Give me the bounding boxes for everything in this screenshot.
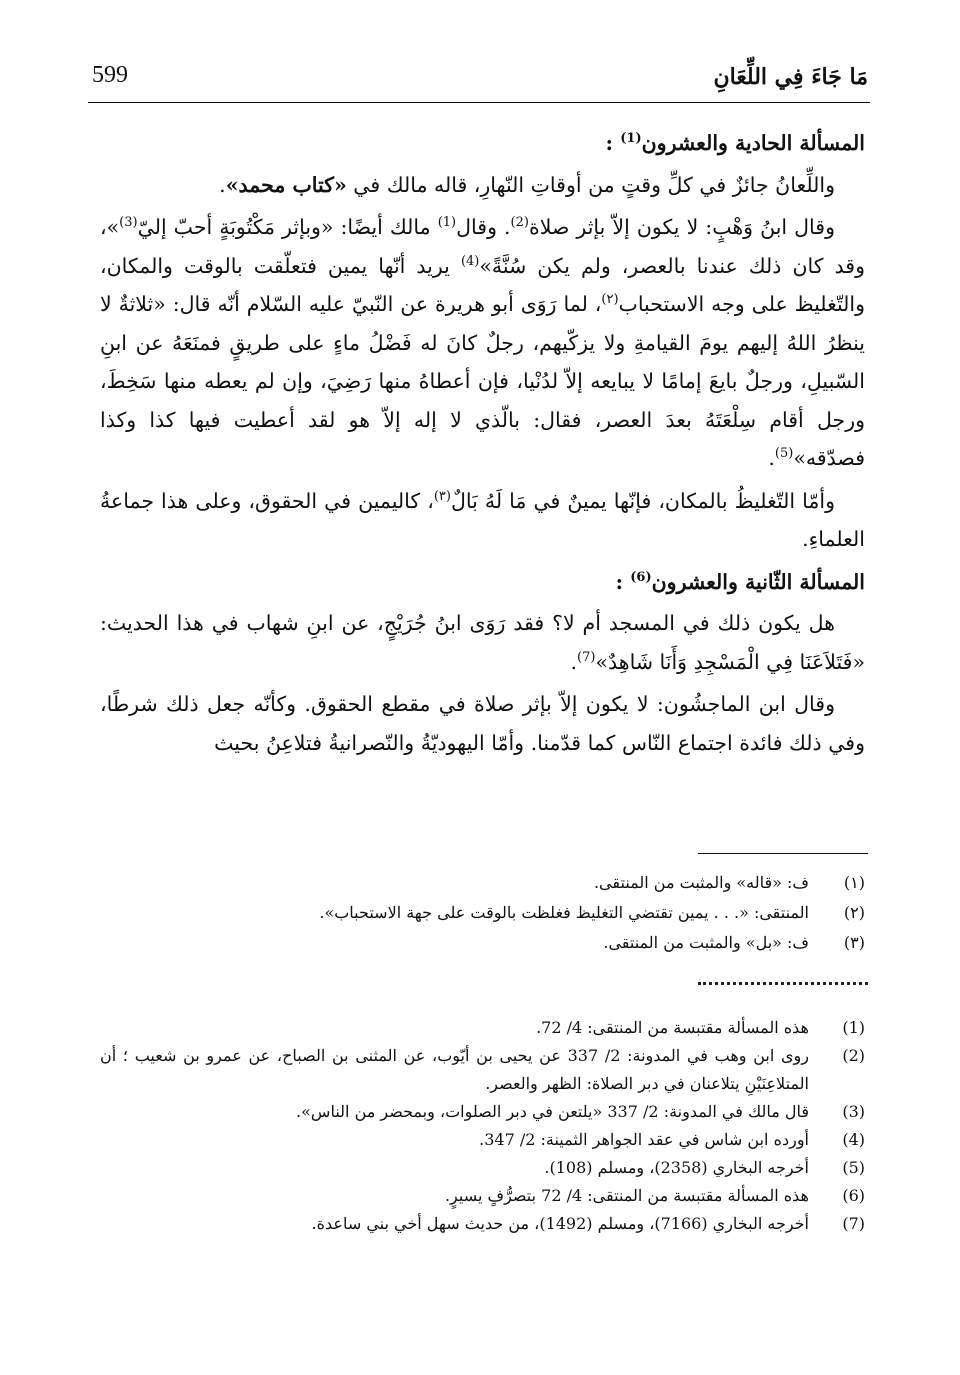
- footnote-item: (5) أخرجه البخاري (2358)، ومسلم (108).: [544, 1158, 865, 1177]
- paragraph-5: وقال ابن الماجشُون: لا يكون إلاّ بإثر صلاة في مقطع الحقوق. وكأنّه جعل ذلك شرطًا، وفي ذلك فائدة اجتماع النّاس كما قدّمنا. وأمّا اليهوديّةُ والنّصرانيةُ فتلاعِنُ بحيث: [100, 692, 865, 755]
- footnote-item: (٢) المنتقى: «. . . يمين تقتضي التغليظ فغلظت بالوقت على جهة الاستحباب».: [319, 903, 865, 922]
- footnote-item: (6) هذه المسألة مقتبسة من المنتقى: 4/ 72 بتصرُّفٍ يسيرٍ.: [444, 1186, 865, 1205]
- footnote-ref: (2): [510, 215, 529, 231]
- main-text: [100, 122, 865, 766]
- footnote-ref: (6): [630, 569, 652, 585]
- footnote-item: (2) روى ابن وهب في المدونة: 2/ 337 عن يحيى بن أيّوب، عن المثنى بن الصباح، عن عمرو بن شعيب ؛ أن المتلاعِنَيْنِ يتلاعنان في دبر الصلاة: الظهر والعصر.: [100, 1046, 865, 1093]
- section-heading-21: المسألة الحادية والعشرون$^{(1)}$ :: [605, 131, 865, 155]
- paragraph-3: وأمّا التّغليظُ بالمكان، فإنّها يمينٌ في مَا لَهُ بَالٌ$^{(٣)}$، كاليمين في الحقوق، وعلى هذا جماعةُ العلماءِ.: [100, 488, 865, 551]
- footnote-item: (1) هذه المسألة مقتبسة من المنتقى: 4/ 72.: [536, 1018, 865, 1037]
- footnote-rule: [698, 853, 868, 854]
- footnote-ref: (7): [577, 649, 596, 665]
- footnote-item: (3) قال مالك في المدونة: 2/ 337 «يلتعن في دبر الصلوات، وبمحضر من الناس».: [296, 1102, 865, 1121]
- section-heading-22: المسألة الثّانية والعشرون$^{(6)}$ :: [615, 569, 865, 594]
- paragraph-2: وقال ابنُ وَهْبٍ: لا يكون إلاّ بإثر صلاة$^{(2)}$. وقال$^{(1)}$ مالك أيضًا: «وبإثر مَكْتُوبَةٍ أحبّ إليّ$^{(3)}$»، وقد كان ذلك عندنا بالعصر، ولم يكن سُنَّةً»$^{(4)}$ يريد أنّها يمين فتعلّقت بالوقت والمكان، والتّغليظ على وجه الاستحباب$^{(٢)}$، لما رَوَى أبو هريرة عن النّبيّ عليه السّلام أنّه قال: «ثلاثةٌ لا ينظرُ اللهُ إليهم يومَ القيامةِ ولا يزكّيهم، رجلٌ كانَ له فَضْلُ ماءٍ على طريقٍ فمنَعَهُ عن ابنِ السّبيلِ، ورجلٌ بايعَ إمامًا لا يبايعه إلاّ لدُنْيا، فإن أعطاهُ منها رَضِيَ، وإن لم يعطه منها سَخِطَ، ورجل أقام سِلْعَتَهُ بعدَ العصر، فقال: بالّذي لا إله إلاّ هو لقد أعطيت فيها كذا وكذا فصدّقه»$^{(5)}$.: [100, 215, 866, 470]
- footnote-ref: (٢): [601, 292, 619, 308]
- page-number: 599: [92, 62, 128, 88]
- footnote-ref: (5): [774, 446, 794, 462]
- footnote-item: (7) أخرجه البخاري (7166)، ومسلم (1492)، من حديث سهل أخي بني ساعدة.: [311, 1214, 865, 1233]
- footnote-item: (4) أورده ابن شاس في عقد الجواهر الثمينة: 2/ 347.: [479, 1130, 865, 1149]
- running-head: مَا جَاءَ فِي اللِّعَانِ: [713, 64, 868, 90]
- book-title: «كتاب محمد»: [225, 172, 347, 197]
- footnote-ref: (1): [620, 131, 642, 147]
- header-rule: [88, 102, 870, 103]
- footnote-item: (١) ف: «قاله» والمثبت من المنتقى.: [593, 873, 865, 892]
- paragraph-1: واللِّعانُ جائزٌ في كلِّ وقتٍ من أوقاتِ النّهارِ، قاله مالك في «كتاب محمد».: [219, 172, 835, 197]
- footnotes-variants: [100, 868, 865, 958]
- footnotes-sources: [100, 1014, 865, 1238]
- footnote-item: (٣) ف: «بل» والمثبت من المنتقى.: [603, 933, 865, 952]
- footnote-ref: (1): [437, 215, 457, 231]
- footnote-ref: (4): [460, 253, 480, 269]
- footnote-divider-dots: [698, 982, 868, 997]
- footnote-ref: (٣): [433, 488, 451, 504]
- paragraph-4: هل يكون ذلك في المسجد أم لا؟ فقد رَوَى ابنُ جُرَيْجٍ، عن ابنِ شهاب في هذا الحديث: «فَتَلاَعَنَا فِي الْمَسْجِدِ وَأَنَا شَاهِدٌ»$^{(7)}$.: [100, 611, 865, 674]
- footnote-ref: (3): [119, 215, 138, 231]
